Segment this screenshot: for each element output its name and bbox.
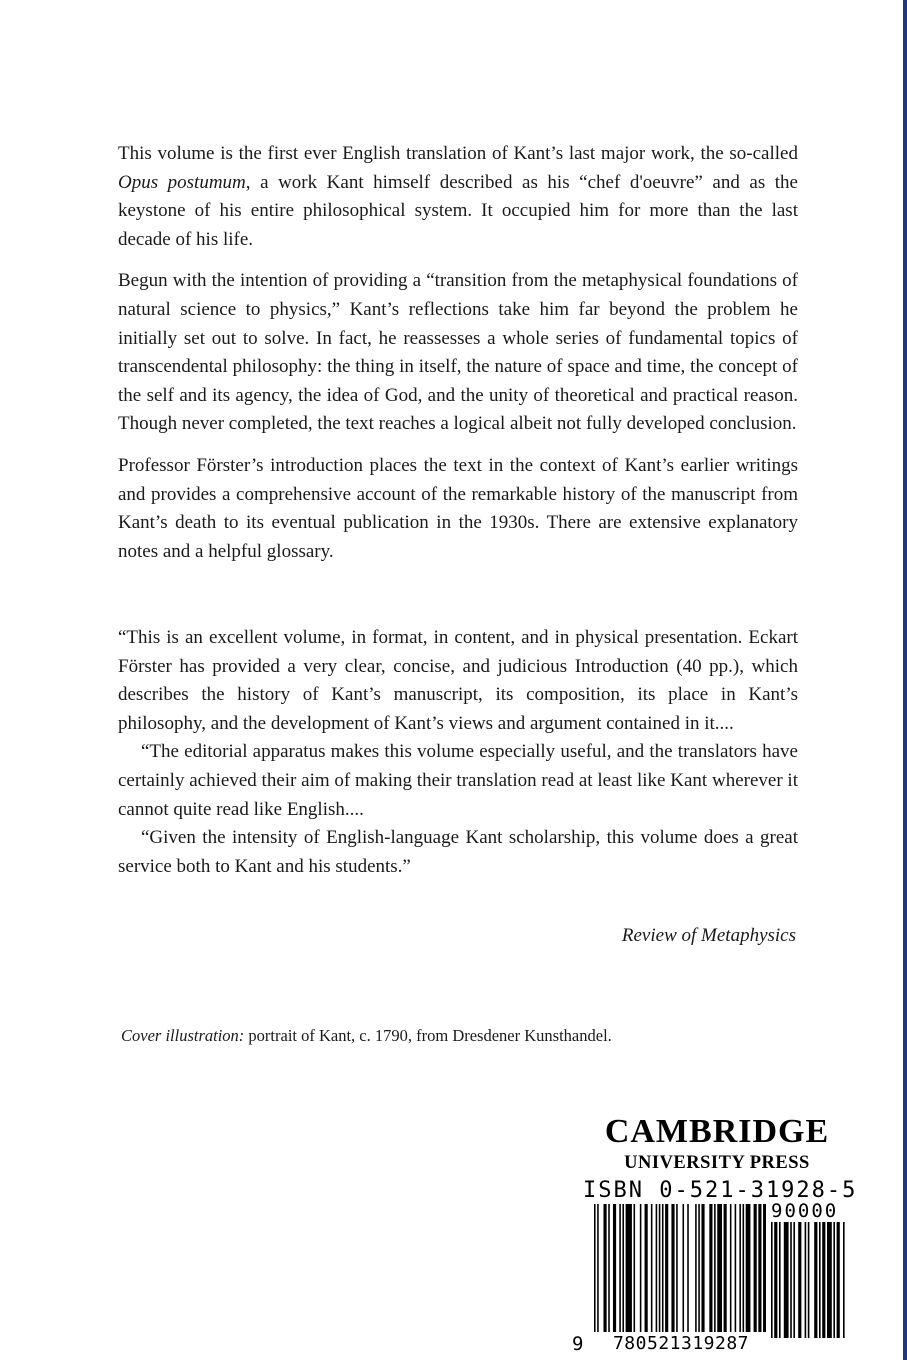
barcode-bar	[695, 1204, 697, 1332]
review-paragraph-1: “This is an excellent volume, in format, in content, and in physical presentation. Eckart Förster has provided a very clear, concise, and judicious Introduction (40 pp.), which describes the history of Kant’s manuscript, its composition, its place in Kant’s philosophy, and the development of Kant’s views and argument contained in it....	[118, 627, 798, 734]
barcode-bar	[701, 1204, 704, 1332]
barcode-bar	[837, 1222, 840, 1338]
barcode-bar	[608, 1204, 610, 1332]
barcode-bar	[771, 1222, 773, 1338]
barcode-bar	[714, 1204, 716, 1332]
description-paragraph-2: Begun with the intention of providing a “transition from the metaphysical foundations of natural science to physics,” Kant’s reflections take him far beyond the problem he initially set out to solve. In fact, he reassesses a whole series of fundamental topics of transcendental philosophy: the thing in itself, the nature of space and time, the concept of the self and its agency, the idea of God, and the unity of theoretical and practical reason. Though never completed, the text reaches a logical albeit not fully developed conclusion.	[118, 270, 798, 435]
barcode-bar	[634, 1204, 636, 1332]
review-paragraph-3: “Given the intensity of English-language Kant scholarship, this volume does a great service both to Kant and his students.”	[118, 827, 798, 877]
barcode-bar	[682, 1204, 684, 1332]
barcode-bar	[619, 1204, 621, 1332]
barcode-bar	[676, 1204, 678, 1332]
barcode-bar	[758, 1204, 761, 1332]
barcode-bar	[739, 1204, 741, 1332]
barcode-bar	[698, 1204, 700, 1332]
barcode-bar	[597, 1204, 599, 1332]
barcode-bar	[808, 1222, 810, 1338]
description-paragraph-1: This volume is the first ever English translation of Kant’s last major work, the so-called Opus postumum, a work Kant himself described as his “chef d'oeuvre” and as the keystone of his entire philosophical system. It occupied him for more than the last decade of his life.	[118, 143, 798, 250]
barcode-bar	[724, 1204, 727, 1332]
publisher-logo	[580, 1112, 854, 1174]
barcode-bar	[730, 1204, 732, 1332]
barcode-bar	[784, 1222, 789, 1338]
spine-edge	[903, 0, 907, 1360]
ean-prefix-digit: 9	[572, 1333, 584, 1355]
barcode-bar	[814, 1222, 817, 1338]
barcode-bar	[746, 1204, 751, 1332]
barcode-bar	[659, 1204, 661, 1332]
review-paragraph-2: “The editorial apparatus makes this volume especially useful, and the translators have certainly achieved their aim of making their translation read at least like Kant wherever it cannot quite read like English....	[118, 741, 798, 820]
barcode-bar	[774, 1222, 777, 1338]
barcode-bar	[613, 1204, 616, 1332]
barcode-bar	[763, 1204, 766, 1332]
description-paragraph-3: Professor Förster’s introduction places the text in the context of Kant’s earlier writings and provides a comprehensive account of the remarkable history of the manuscript from Kant’s death to its eventual publication in the 1930s. There are extensive explanatory notes and a helpful glossary.	[118, 454, 798, 562]
cover-credit-text: portrait of Kant, c. 1790, from Dresdener Kunsthandel.	[244, 1026, 612, 1045]
barcode-bar	[833, 1222, 835, 1338]
review-source: Review of Metaphysics	[621, 925, 796, 946]
barcode-bar	[790, 1222, 792, 1338]
addon-barcode	[771, 1222, 851, 1338]
review-quote	[118, 624, 798, 881]
cover-illustration-credit	[121, 1026, 801, 1046]
barcode-bar	[687, 1204, 689, 1332]
work-title: Opus postumum	[118, 171, 246, 193]
barcode-bar	[594, 1204, 596, 1332]
barcode-bar	[662, 1204, 664, 1332]
addon-digits: 90000	[771, 1200, 839, 1222]
publisher-name: CAMBRIDGE	[604, 1113, 830, 1150]
barcode-bar	[665, 1204, 668, 1332]
barcode-bar	[805, 1222, 807, 1338]
barcode-bar	[645, 1204, 648, 1332]
barcode-bar	[717, 1204, 722, 1332]
barcode-bar	[843, 1222, 845, 1338]
barcode-bar	[622, 1204, 624, 1332]
barcode-bar	[819, 1222, 821, 1338]
barcode-bar	[671, 1204, 674, 1332]
book-description	[118, 140, 798, 579]
cover-credit-label: Cover illustration:	[121, 1026, 245, 1045]
barcode-bar	[779, 1222, 781, 1338]
barcode-bar	[827, 1222, 832, 1338]
barcode-bar	[822, 1222, 825, 1338]
barcode-bar	[709, 1204, 712, 1332]
isbn-number: ISBN 0-521-31928-5	[583, 1178, 858, 1203]
barcode-bar	[793, 1222, 795, 1338]
barcode-bar	[656, 1204, 658, 1332]
barcode-bar	[798, 1222, 801, 1338]
barcode-bar	[735, 1204, 737, 1332]
barcode-bar	[743, 1204, 745, 1332]
barcode-bar	[626, 1204, 632, 1332]
barcode-bar	[603, 1204, 606, 1332]
ean-barcode	[594, 1204, 766, 1338]
barcode-bar	[754, 1204, 757, 1332]
barcode-bar	[651, 1204, 653, 1332]
publisher-subname: UNIVERSITY PRESS	[624, 1153, 810, 1173]
ean-digits: 780521319287	[596, 1333, 766, 1354]
barcode-bar	[640, 1204, 642, 1332]
